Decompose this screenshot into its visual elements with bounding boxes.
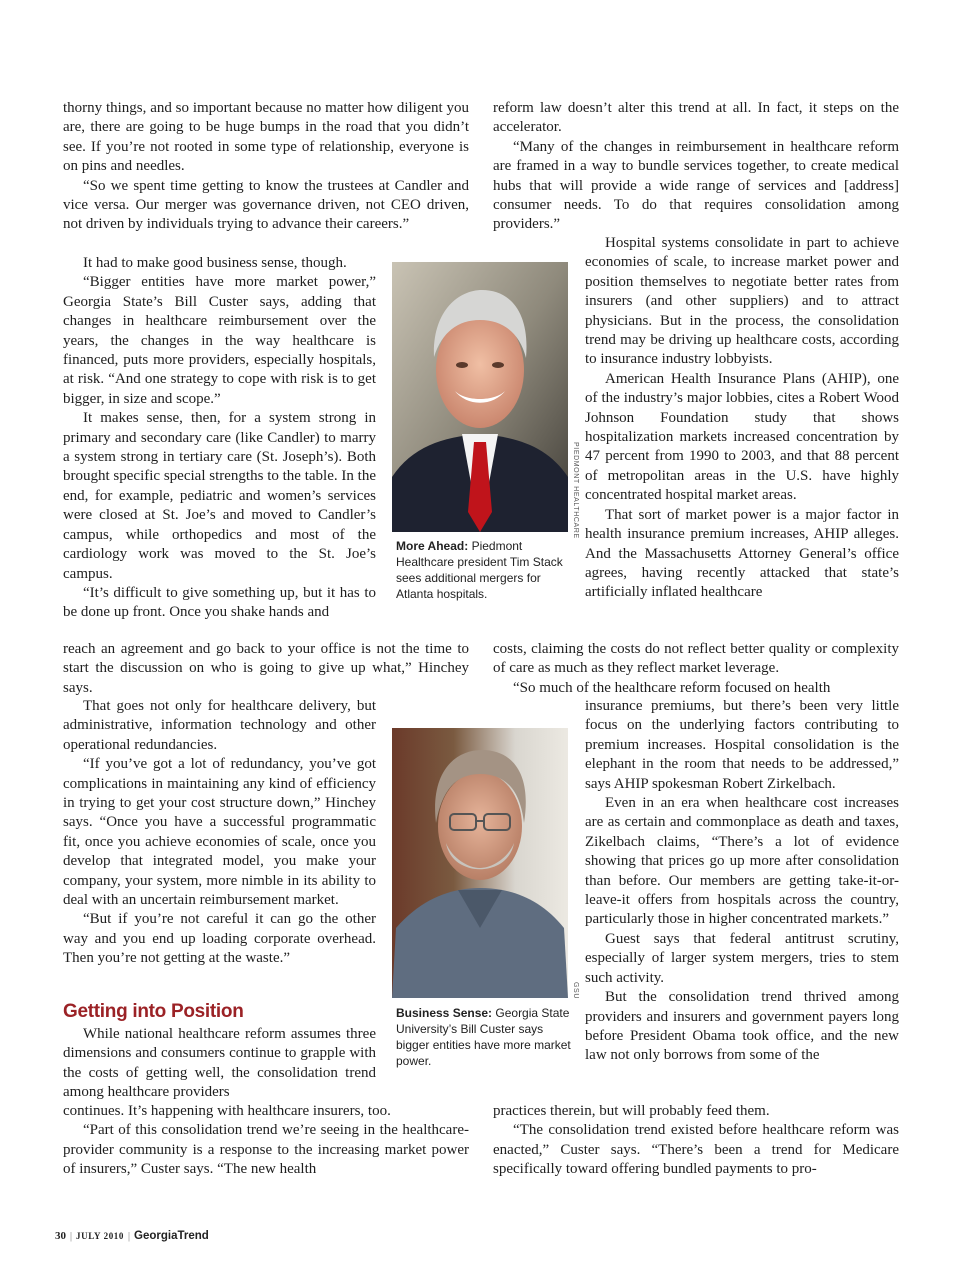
- photo-tim-stack: [392, 262, 568, 532]
- photo-caption: [396, 538, 574, 602]
- photo-credit: GSU: [572, 982, 579, 999]
- footer-divider: |: [70, 1231, 73, 1242]
- photo-caption: [396, 1005, 574, 1069]
- left-column-mid: [63, 640, 469, 698]
- left-column-narrow-2: [63, 697, 376, 969]
- photo-bill-custer: [392, 728, 568, 998]
- paragraph: Guest says that federal antitrust scrutiny, especially of larger system mergers, tries to stem such activity.: [585, 930, 899, 986]
- publication-name: GeorgiaTrend: [134, 1230, 209, 1242]
- paragraph: continues. It’s happening with healthcare insurers, too.: [63, 1103, 391, 1119]
- paragraph: That goes not only for healthcare delivery, but administrative, information technology and other operational redundancies.: [63, 698, 376, 753]
- paragraph: “But if you’re not careful it can go the other way and you end up loading corporate overhead. Then you’re not getting at the waste.”: [63, 911, 376, 967]
- paragraph: While national healthcare reform assumes three dimensions and consumers continue to grapple with the costs of getting well, the consolidation trend among healthcare providers: [63, 1026, 376, 1101]
- paragraph: reach an agreement and go back to your office is not the time to start the discussion on who is going to give up what,” Hinchey says.: [63, 641, 469, 696]
- left-column-narrow-1: [63, 254, 376, 623]
- left-column-bottom: [63, 1102, 469, 1180]
- right-column-mid: [493, 640, 899, 698]
- paragraph: It makes sense, then, for a system strong in primary and secondary care (like Candler) to marry a system strong in tertiary care (St. Joseph’s). Both brought specific special strengths to the table. In the end, for example, pediatric and women’s services were closed at St. Joe’s and moved to Candler’s campus, while orthopedics and most of the cardiology work was moved to the St. Joe’s campus.: [63, 410, 376, 582]
- paragraph: “The consolidation trend existed before healthcare reform was enacted,” Custer says. “There’s been a trend for Medicare specifically toward offering bundled payments to pro-: [493, 1122, 899, 1178]
- paragraph: “So much of the healthcare reform focused on health: [513, 679, 831, 696]
- caption-lead: Business Sense:: [396, 1006, 493, 1020]
- left-column-top: [63, 99, 469, 235]
- portrait-image: [392, 262, 568, 532]
- portrait-image: [392, 728, 568, 998]
- paragraph: American Health Insurance Plans (AHIP), one of the industry’s major lobbies, cites a Robert Wood Johnson Foundation study that shows hospitalization markets increased concentration by 47 percent from 1990 to 2003, and that 88 percent of metropolitan areas in the U.S. have highly concentrated hospital market areas.: [585, 370, 899, 504]
- caption-text: Piedmont Healthcare president Tim Stack sees additional mergers for Atlanta hospitals.: [396, 539, 563, 601]
- paragraph: Hospital systems consolidate in part to achieve economies of scale, to increase market power and position themselves to negotiate better rates from insurers (and other suppliers) and to attract physicians. But in the process, the consolidation trend may be driving up healthcare costs, according to insurance industry lobbyists.: [585, 235, 899, 368]
- paragraph: It had to make good business sense, though.: [83, 255, 347, 271]
- right-column-bottom: [493, 1102, 899, 1180]
- right-column-top: [493, 99, 899, 235]
- paragraph: costs, claiming the costs do not reflect better quality or complexity of care as much as they reflect market leverage.: [493, 641, 899, 677]
- paragraph: But the consolidation trend thrived among providers and insurers and government payers long before President Obama took office, and the new law not only borrows from some of the: [585, 989, 899, 1064]
- right-column-narrow-2: [585, 697, 899, 1066]
- caption-lead: More Ahead:: [396, 539, 469, 553]
- paragraph: That sort of market power is a major factor in health insurance premium increases, AHIP alleges. And the Massachusetts Attorney General’s office agrees, having recently attacked that state’s artificially inflated healthcare: [585, 506, 899, 601]
- section-heading: Getting into Position: [63, 1001, 244, 1022]
- footer-divider: |: [128, 1231, 131, 1242]
- paragraph: “It’s difficult to give something up, but it has to be done up front. Once you shake hands and: [63, 584, 376, 621]
- paragraph: “Part of this consolidation trend we’re seeing in the healthcare-provider community is a response to the increasing market power of insurers,” Custer says. “The new health: [63, 1122, 469, 1178]
- page-number: 30: [55, 1230, 66, 1242]
- paragraph: insurance premiums, but there’s been very little focus on the underlying factors contributing to premium increases. Hospital consolidation is the elephant in the room that needs to be addressed,” says AHIP spokesman Robert Zirkelbach.: [585, 698, 899, 792]
- paragraph: Even in an era when healthcare cost increases are as certain and commonplace as death and taxes, Zikelbach claims, “There’s a lot of evidence showing that prices go up more after consolidation than before. Our members are getting take-it-or-leave-it offers from hospitals across the country, particularly those in higher concentrated markets.”: [585, 795, 899, 928]
- page-footer: [55, 1230, 209, 1242]
- paragraph: “If you’ve got a lot of redundancy, you’ve got complications in maintaining any kind of efficiency in trying to get your cost structure down,” Hinchey says. “Once you have a successful programmatic fit, once you achieve economies of scale, once you develop that integrated model, you make your company, your system, more nimble in its ability to deal with an uncertain reimbursement market.: [63, 756, 376, 909]
- left-column-narrow-3: [63, 1025, 376, 1103]
- paragraph: practices therein, but will probably feed them.: [493, 1103, 770, 1119]
- paragraph: “So we spent time getting to know the trustees at Candler and vice versa. Our merger was governance driven, not CEO driven, not driven by individuals trying to advance their careers.”: [63, 177, 469, 233]
- photo-credit: PIEDMONT HEALTHCARE: [572, 442, 579, 539]
- paragraph: “Bigger entities have more market power,” Georgia State’s Bill Custer says, adding that changes in healthcare reimbursement over the years, the changes in the way healthcare is financed, puts more providers, especially hospitals, at risk. “And one strategy to cope with risk is to get bigger, in size and scope.”: [63, 274, 376, 407]
- paragraph: reform law doesn’t alter this trend at all. In fact, it steps on the accelerator.: [493, 100, 899, 136]
- paragraph: “Many of the changes in reimbursement in healthcare reform are framed in a way to bundle services together, to create medical hubs that will provide a wide range of services and [address] consumer needs. To do that requires consolidation among providers.”: [493, 138, 899, 233]
- paragraph: thorny things, and so important because no matter how diligent you are, there are going to be huge bumps in the road that you didn’t see. If you’re not rooted in some type of relationship, everyone is on pins and needles.: [63, 100, 469, 175]
- right-column-narrow-1: [585, 234, 899, 603]
- issue-date: JULY 2010: [76, 1231, 125, 1241]
- caption-text: Georgia State University’s Bill Custer says bigger entities have more market power.: [396, 1006, 571, 1068]
